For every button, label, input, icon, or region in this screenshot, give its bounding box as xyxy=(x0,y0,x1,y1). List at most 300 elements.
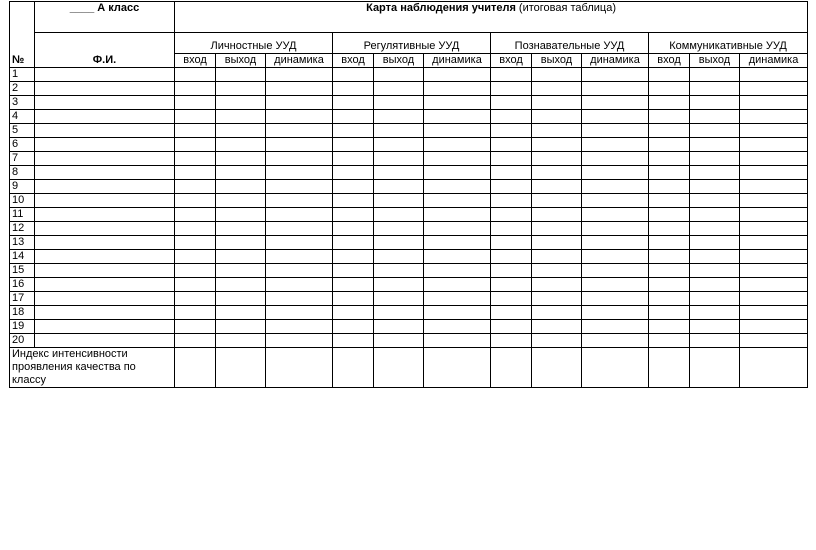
score-cell xyxy=(491,166,532,180)
score-cell xyxy=(690,82,740,96)
score-cell xyxy=(424,292,491,306)
table-row xyxy=(10,82,808,96)
footer-cell xyxy=(582,348,649,388)
score-cell xyxy=(216,334,266,348)
footer-cell xyxy=(740,348,808,388)
score-cell xyxy=(649,236,690,250)
score-cell xyxy=(374,278,424,292)
row-number: 8 xyxy=(10,166,35,180)
score-cell xyxy=(582,194,649,208)
score-cell xyxy=(216,166,266,180)
score-cell xyxy=(582,264,649,278)
score-cell xyxy=(532,180,582,194)
score-cell xyxy=(740,250,808,264)
score-cell xyxy=(216,68,266,82)
score-cell xyxy=(491,96,532,110)
score-cell xyxy=(175,320,216,334)
score-cell xyxy=(374,68,424,82)
group-header-personal: Личностные УУД xyxy=(175,33,333,54)
score-cell xyxy=(424,264,491,278)
table-row xyxy=(10,194,808,208)
score-cell xyxy=(424,320,491,334)
student-name-cell xyxy=(35,68,175,82)
score-cell xyxy=(740,320,808,334)
row-number: 10 xyxy=(10,194,35,208)
table-row xyxy=(10,236,808,250)
score-cell xyxy=(175,208,216,222)
score-cell xyxy=(424,82,491,96)
score-cell xyxy=(690,208,740,222)
score-cell xyxy=(424,96,491,110)
score-cell xyxy=(532,124,582,138)
score-cell xyxy=(582,152,649,166)
score-cell xyxy=(491,68,532,82)
score-cell xyxy=(175,194,216,208)
table-row xyxy=(10,320,808,334)
score-cell xyxy=(266,278,333,292)
subheader-cell: вход xyxy=(491,54,532,68)
score-cell xyxy=(216,96,266,110)
score-cell xyxy=(175,152,216,166)
score-cell xyxy=(175,166,216,180)
footer-cell xyxy=(266,348,333,388)
score-cell xyxy=(333,334,374,348)
row-number: 3 xyxy=(10,96,35,110)
score-cell xyxy=(333,96,374,110)
score-cell xyxy=(582,222,649,236)
score-cell xyxy=(266,152,333,166)
score-cell xyxy=(491,320,532,334)
table-row xyxy=(10,166,808,180)
score-cell xyxy=(266,96,333,110)
score-cell xyxy=(333,124,374,138)
score-cell xyxy=(649,278,690,292)
score-cell xyxy=(649,320,690,334)
score-cell xyxy=(333,68,374,82)
student-name-cell xyxy=(35,96,175,110)
score-cell xyxy=(216,82,266,96)
table-row xyxy=(10,110,808,124)
footer-cell xyxy=(175,348,216,388)
score-cell xyxy=(649,264,690,278)
score-cell xyxy=(690,152,740,166)
score-cell xyxy=(424,306,491,320)
score-cell xyxy=(582,166,649,180)
score-cell xyxy=(216,236,266,250)
score-cell xyxy=(266,264,333,278)
score-cell xyxy=(649,152,690,166)
subheader-cell: выход xyxy=(532,54,582,68)
score-cell xyxy=(374,138,424,152)
student-name-cell xyxy=(35,306,175,320)
row-number: 15 xyxy=(10,264,35,278)
score-cell xyxy=(532,264,582,278)
score-cell xyxy=(491,152,532,166)
score-cell xyxy=(333,250,374,264)
score-cell xyxy=(266,194,333,208)
score-cell xyxy=(582,96,649,110)
score-cell xyxy=(175,278,216,292)
row-number: 9 xyxy=(10,180,35,194)
score-cell xyxy=(532,334,582,348)
table-row xyxy=(10,152,808,166)
score-cell xyxy=(175,250,216,264)
score-cell xyxy=(690,138,740,152)
score-cell xyxy=(491,250,532,264)
score-cell xyxy=(216,250,266,264)
table-row xyxy=(10,96,808,110)
student-name-cell xyxy=(35,138,175,152)
score-cell xyxy=(491,264,532,278)
title-bold: Карта наблюдения учителя xyxy=(366,2,516,14)
score-cell xyxy=(374,82,424,96)
score-cell xyxy=(175,180,216,194)
score-cell xyxy=(582,320,649,334)
score-cell xyxy=(690,236,740,250)
score-cell xyxy=(266,250,333,264)
table-row xyxy=(10,306,808,320)
footer-label: Индекс интенсивности проявления качества по классу xyxy=(10,348,175,388)
student-name-cell xyxy=(35,152,175,166)
score-cell xyxy=(740,264,808,278)
score-cell xyxy=(424,152,491,166)
score-cell xyxy=(582,180,649,194)
score-cell xyxy=(649,208,690,222)
score-cell xyxy=(266,208,333,222)
score-cell xyxy=(582,236,649,250)
score-cell xyxy=(175,82,216,96)
score-cell xyxy=(175,124,216,138)
score-cell xyxy=(216,222,266,236)
score-cell xyxy=(424,180,491,194)
subheader-cell: выход xyxy=(216,54,266,68)
score-cell xyxy=(532,306,582,320)
score-cell xyxy=(175,306,216,320)
score-cell xyxy=(424,250,491,264)
footer-cell xyxy=(216,348,266,388)
score-cell xyxy=(424,166,491,180)
score-cell xyxy=(374,194,424,208)
score-cell xyxy=(532,138,582,152)
score-cell xyxy=(690,250,740,264)
student-name-cell xyxy=(35,278,175,292)
score-cell xyxy=(333,320,374,334)
score-cell xyxy=(175,110,216,124)
table-row xyxy=(10,180,808,194)
score-cell xyxy=(690,194,740,208)
score-cell xyxy=(333,222,374,236)
score-cell xyxy=(491,236,532,250)
footer-row xyxy=(10,348,808,388)
score-cell xyxy=(649,292,690,306)
score-cell xyxy=(216,180,266,194)
score-cell xyxy=(532,166,582,180)
score-cell xyxy=(690,124,740,138)
row-number: 5 xyxy=(10,124,35,138)
score-cell xyxy=(216,124,266,138)
score-cell xyxy=(649,68,690,82)
score-cell xyxy=(266,110,333,124)
table-row xyxy=(10,250,808,264)
group-header-communicative: Коммуникативные УУД xyxy=(649,33,808,54)
score-cell xyxy=(333,278,374,292)
footer-cell xyxy=(424,348,491,388)
score-cell xyxy=(333,166,374,180)
table-row xyxy=(10,292,808,306)
score-cell xyxy=(266,320,333,334)
subheader-cell: вход xyxy=(333,54,374,68)
footer-cell xyxy=(690,348,740,388)
score-cell xyxy=(374,334,424,348)
fio-header: Ф.И. xyxy=(35,33,175,68)
score-cell xyxy=(333,138,374,152)
score-cell xyxy=(532,152,582,166)
score-cell xyxy=(175,222,216,236)
table-title xyxy=(175,2,808,33)
score-cell xyxy=(740,306,808,320)
subheader-cell: выход xyxy=(690,54,740,68)
score-cell xyxy=(740,166,808,180)
score-cell xyxy=(175,236,216,250)
subheader-cell: динамика xyxy=(582,54,649,68)
score-cell xyxy=(740,278,808,292)
score-cell xyxy=(740,124,808,138)
score-cell xyxy=(740,138,808,152)
score-cell xyxy=(374,180,424,194)
score-cell xyxy=(374,236,424,250)
score-cell xyxy=(582,208,649,222)
score-cell xyxy=(374,96,424,110)
table-row xyxy=(10,264,808,278)
score-cell xyxy=(649,180,690,194)
row-number: 2 xyxy=(10,82,35,96)
table-row xyxy=(10,334,808,348)
score-cell xyxy=(424,208,491,222)
score-cell xyxy=(374,208,424,222)
score-cell xyxy=(532,222,582,236)
row-number: 6 xyxy=(10,138,35,152)
score-cell xyxy=(175,264,216,278)
title-rest: (итоговая таблица) xyxy=(515,2,616,14)
score-cell xyxy=(216,278,266,292)
score-cell xyxy=(690,68,740,82)
score-cell xyxy=(266,166,333,180)
student-name-cell xyxy=(35,166,175,180)
score-cell xyxy=(740,208,808,222)
score-cell xyxy=(582,110,649,124)
score-cell xyxy=(424,194,491,208)
row-number: 12 xyxy=(10,222,35,236)
score-cell xyxy=(216,264,266,278)
score-cell xyxy=(649,166,690,180)
student-name-cell xyxy=(35,264,175,278)
row-number: 7 xyxy=(10,152,35,166)
score-cell xyxy=(690,278,740,292)
score-cell xyxy=(266,334,333,348)
subheader-cell: выход xyxy=(374,54,424,68)
row-number: 14 xyxy=(10,250,35,264)
score-cell xyxy=(333,82,374,96)
score-cell xyxy=(424,334,491,348)
score-cell xyxy=(491,208,532,222)
score-cell xyxy=(216,306,266,320)
table-row xyxy=(10,124,808,138)
score-cell xyxy=(491,278,532,292)
student-name-cell xyxy=(35,82,175,96)
score-cell xyxy=(374,110,424,124)
score-cell xyxy=(491,222,532,236)
score-cell xyxy=(491,292,532,306)
student-name-cell xyxy=(35,334,175,348)
observation-table xyxy=(9,1,808,388)
score-cell xyxy=(266,306,333,320)
score-cell xyxy=(690,96,740,110)
score-cell xyxy=(740,236,808,250)
student-name-cell xyxy=(35,236,175,250)
score-cell xyxy=(266,138,333,152)
score-cell xyxy=(649,96,690,110)
score-cell xyxy=(216,320,266,334)
score-cell xyxy=(491,124,532,138)
score-cell xyxy=(690,334,740,348)
score-cell xyxy=(740,334,808,348)
score-cell xyxy=(216,292,266,306)
score-cell xyxy=(532,96,582,110)
score-cell xyxy=(216,110,266,124)
score-cell xyxy=(532,320,582,334)
score-cell xyxy=(266,292,333,306)
score-cell xyxy=(532,68,582,82)
score-cell xyxy=(740,110,808,124)
row-number: 13 xyxy=(10,236,35,250)
score-cell xyxy=(175,68,216,82)
score-cell xyxy=(582,82,649,96)
table-row xyxy=(10,222,808,236)
score-cell xyxy=(582,278,649,292)
score-cell xyxy=(491,306,532,320)
score-cell xyxy=(582,250,649,264)
group-header-regulative: Регулятивные УУД xyxy=(333,33,491,54)
score-cell xyxy=(266,236,333,250)
score-cell xyxy=(175,138,216,152)
row-number: 16 xyxy=(10,278,35,292)
score-cell xyxy=(740,180,808,194)
score-cell xyxy=(740,152,808,166)
score-cell xyxy=(740,68,808,82)
score-cell xyxy=(175,96,216,110)
score-cell xyxy=(582,306,649,320)
score-cell xyxy=(374,320,424,334)
score-cell xyxy=(690,292,740,306)
score-cell xyxy=(740,222,808,236)
score-cell xyxy=(740,82,808,96)
score-cell xyxy=(649,82,690,96)
score-cell xyxy=(582,68,649,82)
group-header-cognitive: Познавательные УУД xyxy=(491,33,649,54)
score-cell xyxy=(582,124,649,138)
subheader-cell: динамика xyxy=(424,54,491,68)
score-cell xyxy=(690,166,740,180)
score-cell xyxy=(333,306,374,320)
score-cell xyxy=(424,236,491,250)
score-cell xyxy=(491,138,532,152)
class-label: ____ А класс xyxy=(35,2,175,33)
student-name-cell xyxy=(35,110,175,124)
student-name-cell xyxy=(35,222,175,236)
score-cell xyxy=(175,334,216,348)
footer-cell xyxy=(532,348,582,388)
score-cell xyxy=(532,292,582,306)
score-cell xyxy=(532,278,582,292)
score-cell xyxy=(424,138,491,152)
row-number: 4 xyxy=(10,110,35,124)
footer-cell xyxy=(374,348,424,388)
score-cell xyxy=(374,292,424,306)
score-cell xyxy=(424,278,491,292)
score-cell xyxy=(374,306,424,320)
row-number: 19 xyxy=(10,320,35,334)
score-cell xyxy=(216,138,266,152)
score-cell xyxy=(333,194,374,208)
score-cell xyxy=(374,152,424,166)
score-cell xyxy=(424,124,491,138)
score-cell xyxy=(175,292,216,306)
score-cell xyxy=(333,180,374,194)
score-cell xyxy=(333,236,374,250)
student-name-cell xyxy=(35,194,175,208)
footer-cell xyxy=(333,348,374,388)
score-cell xyxy=(649,194,690,208)
score-cell xyxy=(582,138,649,152)
score-cell xyxy=(532,236,582,250)
score-cell xyxy=(266,68,333,82)
score-cell xyxy=(532,208,582,222)
score-cell xyxy=(374,264,424,278)
score-cell xyxy=(333,292,374,306)
subheader-cell: динамика xyxy=(740,54,808,68)
row-number: 20 xyxy=(10,334,35,348)
score-cell xyxy=(491,180,532,194)
score-cell xyxy=(690,180,740,194)
table-row xyxy=(10,138,808,152)
score-cell xyxy=(740,194,808,208)
score-cell xyxy=(266,82,333,96)
score-cell xyxy=(532,194,582,208)
score-cell xyxy=(649,124,690,138)
score-cell xyxy=(532,110,582,124)
score-cell xyxy=(690,306,740,320)
footer-cell xyxy=(491,348,532,388)
score-cell xyxy=(690,110,740,124)
score-cell xyxy=(333,152,374,166)
score-cell xyxy=(491,194,532,208)
subheader-cell: динамика xyxy=(266,54,333,68)
score-cell xyxy=(266,180,333,194)
score-cell xyxy=(649,110,690,124)
subheader-cell: вход xyxy=(649,54,690,68)
student-name-cell xyxy=(35,180,175,194)
student-name-cell xyxy=(35,320,175,334)
table-row xyxy=(10,208,808,222)
score-cell xyxy=(690,222,740,236)
score-cell xyxy=(374,222,424,236)
score-cell xyxy=(690,264,740,278)
score-cell xyxy=(690,320,740,334)
score-cell xyxy=(649,222,690,236)
score-cell xyxy=(333,208,374,222)
score-cell xyxy=(333,264,374,278)
score-cell xyxy=(216,152,266,166)
